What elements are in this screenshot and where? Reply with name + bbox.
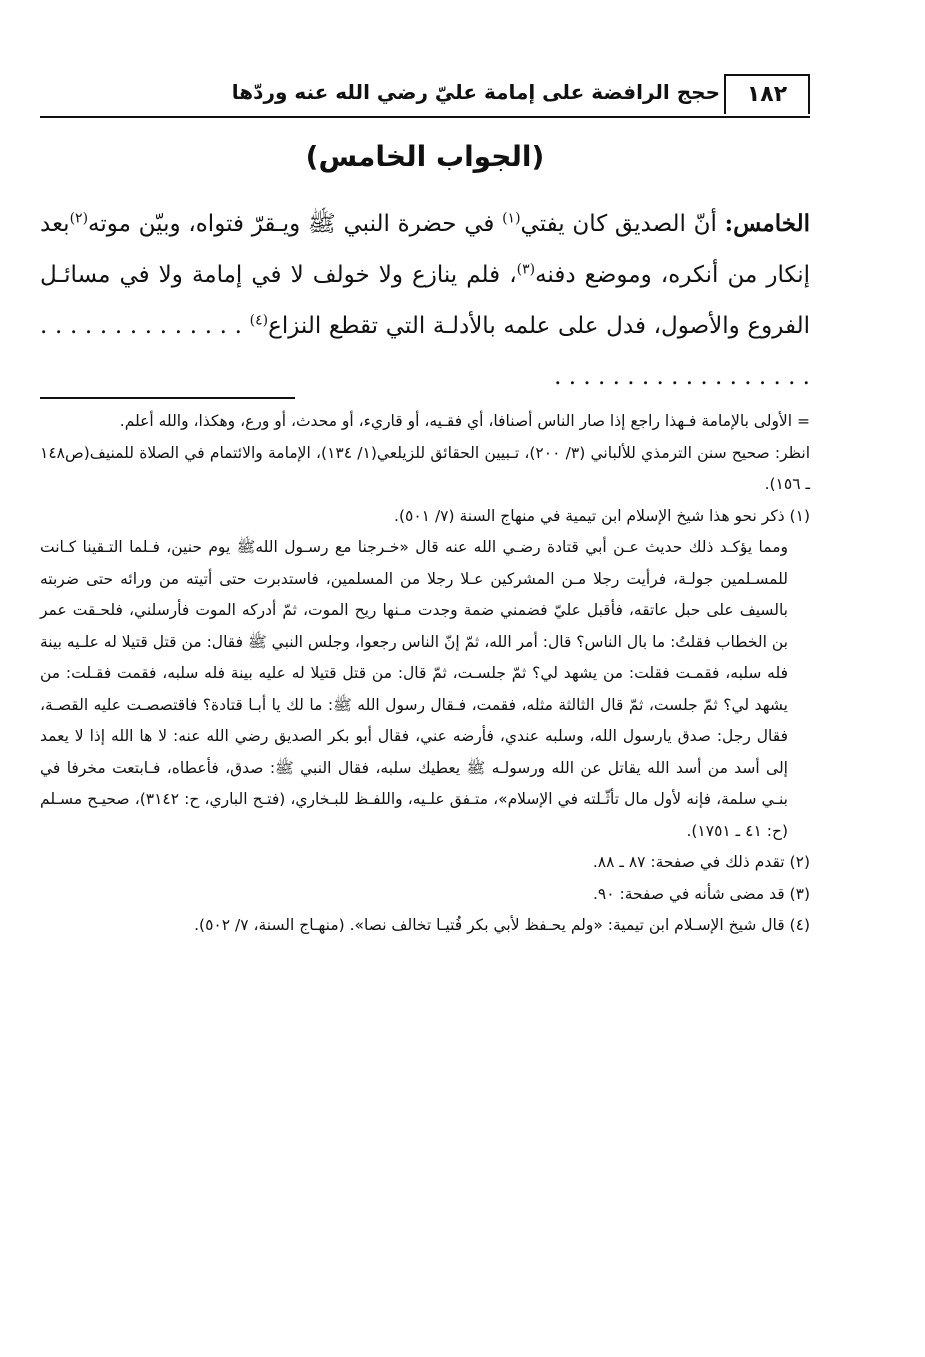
footnote-ref: (٢) [69, 210, 89, 227]
section-heading: (الجواب الخامس) [305, 140, 545, 173]
main-paragraph [40, 198, 810, 403]
footnote-2: (٢) تقدم ذلك في صفحة: ٨٧ ـ ٨٨. [592, 853, 810, 871]
page-number: ١٨٢ [724, 74, 810, 114]
footnote-continuation: = الأولى بالإمامة فـهذا راجع إذا صار الناس أصنافا، أي فقـيه، أو قاريء، أو محدث، أو ورع، وهكذا، والله أعلم. [119, 412, 810, 430]
footnote-4: (٤) قال شيخ الإسـلام ابن تيمية: «ولم يحـفظ لأبي بكر فُتيـا تخالف نصا». (منهـاج السنة، ٧/ ٥٠٢). [194, 916, 810, 934]
main-text-part: بعد إنكار من أنكره، وموضع دفنه [40, 211, 810, 288]
footnote-1-hadith: ومما يؤكـد ذلك حديث عـن أبي قتادة رضـي الله عنه قال «خـرجنا مع رسـول اللهﷺ يوم حنين، فـلما التـقينا كـانت للمسـلمين جولـة، فرأيت رجلا مـن المشركين عـلا رجلا من المسلمين، فاستدبرت حتى أتيته من ورائه حتى ضربته بالسيف على حبل عاتقه، فأقبل عليّ فضمني ضمة وجدت مـنها ريح الموت، ثمّ أدركه الموت فأرسلني، فلحـقت عمر بن الخطاب فقلتُ: ما بال الناس؟ قال: أمر الله، ثمّ إنّ الناس رجعوا، وجلس النبي ﷺ فقال: من قتل قتيلا له علـيه بينة فله سلبه، فقمـت فقلت: من يشهد لي؟ ثمّ جلسـت، ثمّ قال: من قتل قتيلا له عليه بينة فله سلبه، فقمت فقـلت: من يشهد لي؟ ثمّ جلست، ثمّ قال الثالثة مثله، فقمت، فـقال رسول الله ﷺ: ما لك يا أبـا قتادة؟ فاقتصصـت عليه القصـة، فقال رجل: صدق يارسول الله، وسلبه عندي، فأرضه عني، فقال أبو بكر الصديق رضي الله عنه: لا ها الله إذا لا يعمد إلى أسد من أسد الله يقاتل عن الله ورسولـه ﷺ يعطيك سلبه، فقال النبي ﷺ: صدق، فأعطاه، فـابتعت مخرفا في بنـي سلمة، فإنه لأول مال تأثّـلته في الإسلام»، متـفق علـيه، واللفـظ للبـخاري، (فتـح الباري، ح: ٣١٤٢)، صحيـح مسـلم (ح: ٤١ ـ ١٧٥١). [40, 538, 789, 840]
footnote-ref: (٣) [516, 261, 536, 278]
running-title: حجج الرافضة على إمامة عليّ رضي الله عنه وردّها [231, 80, 720, 104]
main-text-part: ، فلم ينازع ولا خولف لا في إمامة ولا في مسائـل الفروع والأصول، فدل على علمه بالأدلـة التي تقطع النزاع [40, 262, 810, 339]
footnote-3: (٣) قد مضى شأنه في صفحة: ٩٠. [592, 884, 810, 903]
header-rule [40, 116, 810, 118]
main-text-part: أنّ الصديق كان يفتي [520, 211, 725, 237]
footnote-separator [40, 397, 295, 399]
dotted-leader: . . . . . . . . . . . . . . . . . . . . . . . . . . . . . . . . [40, 313, 810, 390]
footnote-1: (١) ذكر نحو هذا شيخ الإسلام ابن تيمية في منهاج السنة (٧/ ٥٠١). [394, 506, 810, 525]
page-header [40, 74, 810, 118]
main-text-part: في حضرة النبي ﷺ ويـقرّ فتواه، وبيّن موته [88, 211, 503, 237]
footnote-ref: (١) [502, 210, 521, 227]
footnote-continuation: انظر: صحيح سنن الترمذي للألباني (٣/ ٢٠٠)، تـبيين الحقائق للزيلعي(١/ ١٣٤)، الإمامة والائتمام في الصلاة للمنيف(ص١٤٨ ـ ١٥٦). [40, 443, 811, 493]
footnotes [40, 406, 810, 942]
lead-word: الخامس: [724, 210, 810, 237]
footnote-ref: (٤) [249, 312, 269, 329]
